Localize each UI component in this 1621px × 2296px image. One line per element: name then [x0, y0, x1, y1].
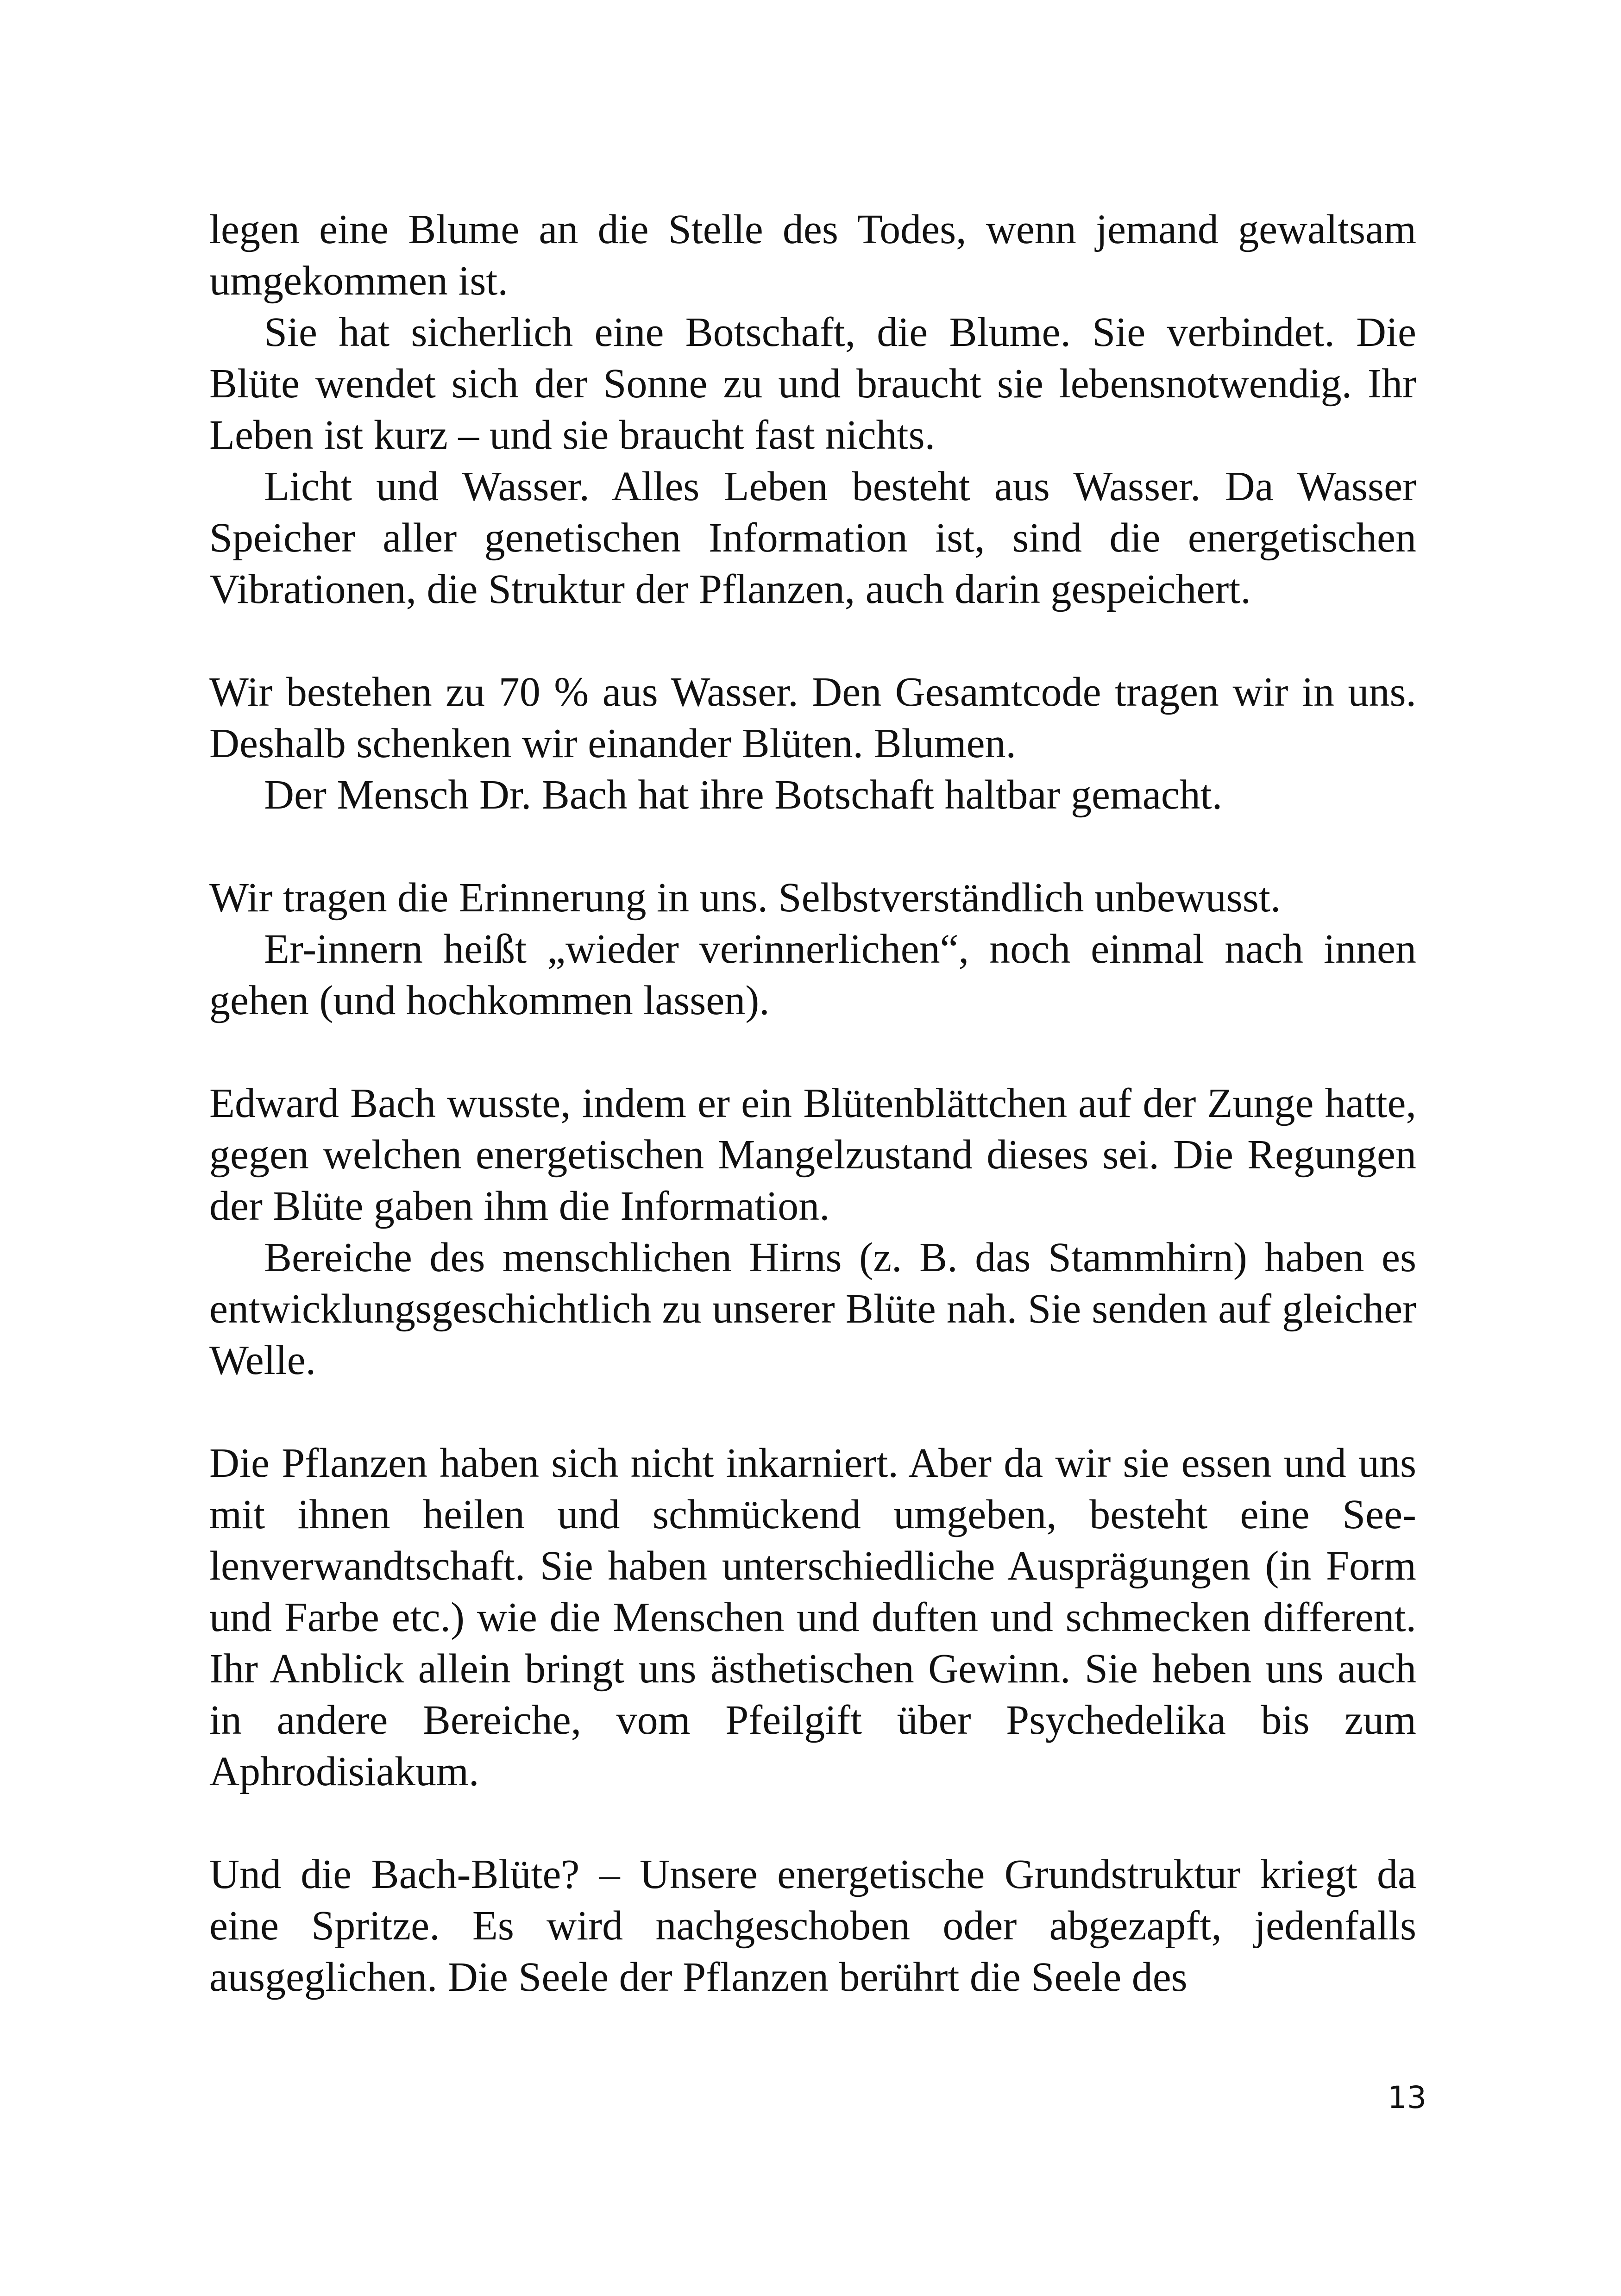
paragraph: Wir bestehen zu 70 % aus Wasser. Den Gesamtcode tragen wir in uns. Deshalb schenken wir einander Blüten. Blumen. [209, 669, 1416, 766]
paragraph: Er-innern heißt „wieder verinnerlichen“, noch einmal nach innen gehen (und hochkommen lassen). [209, 926, 1416, 1023]
page-number: 13 [1388, 2080, 1426, 2115]
paragraph: Sie hat sicherlich eine Botschaft, die Blume. Sie verbindet. Die Blüte wendet sich der Sonne zu und braucht sie lebensnotwendig. Ihr Leben ist kurz – und sie braucht fast nichts. [209, 309, 1416, 458]
paragraph: Bereiche des menschlichen Hirns (z. B. das Stammhirn) haben es entwicklungsgeschichtlich zu unserer Blüte nah. Sie senden auf gleicher Welle. [209, 1235, 1416, 1383]
paragraph: Die Pflanzen haben sich nicht inkarniert. Aber da wir sie essen und uns mit ihnen heilen und schmückend umgeben, besteht eine Seelenverwandtschaft. Sie haben unterschiedliche Ausprägungen (in Form und Farbe etc.) wie die Menschen und duften und schmecken different. Ihr Anblick allein bringt uns ästhetischen Gewinn. Sie heben uns auch in andere Bereiche, vom Pfeilgift über Psychedelika bis zum Aphrodisiakum. [209, 1440, 1416, 1794]
paragraph: legen eine Blume an die Stelle des Todes, wenn jemand gewaltsam umgekommen ist. [209, 207, 1416, 304]
paragraph-gap [209, 1797, 1416, 1849]
paragraph-gap [209, 821, 1416, 872]
paragraph-gap [209, 615, 1416, 666]
paragraph-gap [209, 1026, 1416, 1078]
paragraph: Der Mensch Dr. Bach hat ihre Botschaft haltbar gemacht. [264, 772, 1223, 818]
body-text [209, 204, 1416, 2003]
paragraph: Edward Bach wusste, indem er ein Blütenblättchen auf der Zunge hatte, gegen welchen energetischen Mangelzustand dieses sei. Die Regungen der Blüte gaben ihm die Information. [209, 1080, 1416, 1229]
paragraph: Und die Bach-Blüte? – Unsere energetische Grundstruktur kriegt da eine Spritze. Es wird nachgeschoben oder abgezapft, jedenfalls ausgeglichen. Die Seele der Pflanzen berührt die Seele des [209, 1851, 1416, 2000]
paragraph-gap [209, 1386, 1416, 1437]
paragraph: Wir tragen die Erinnerung in uns. Selbstverständlich unbewusst. [209, 875, 1281, 921]
paragraph: Licht und Wasser. Alles Leben besteht aus Wasser. Da Wasser Speicher aller genetischen Information ist, sind die energetischen Vibrationen, die Struktur der Pflanzen, auch darin gespeichert. [209, 464, 1416, 612]
